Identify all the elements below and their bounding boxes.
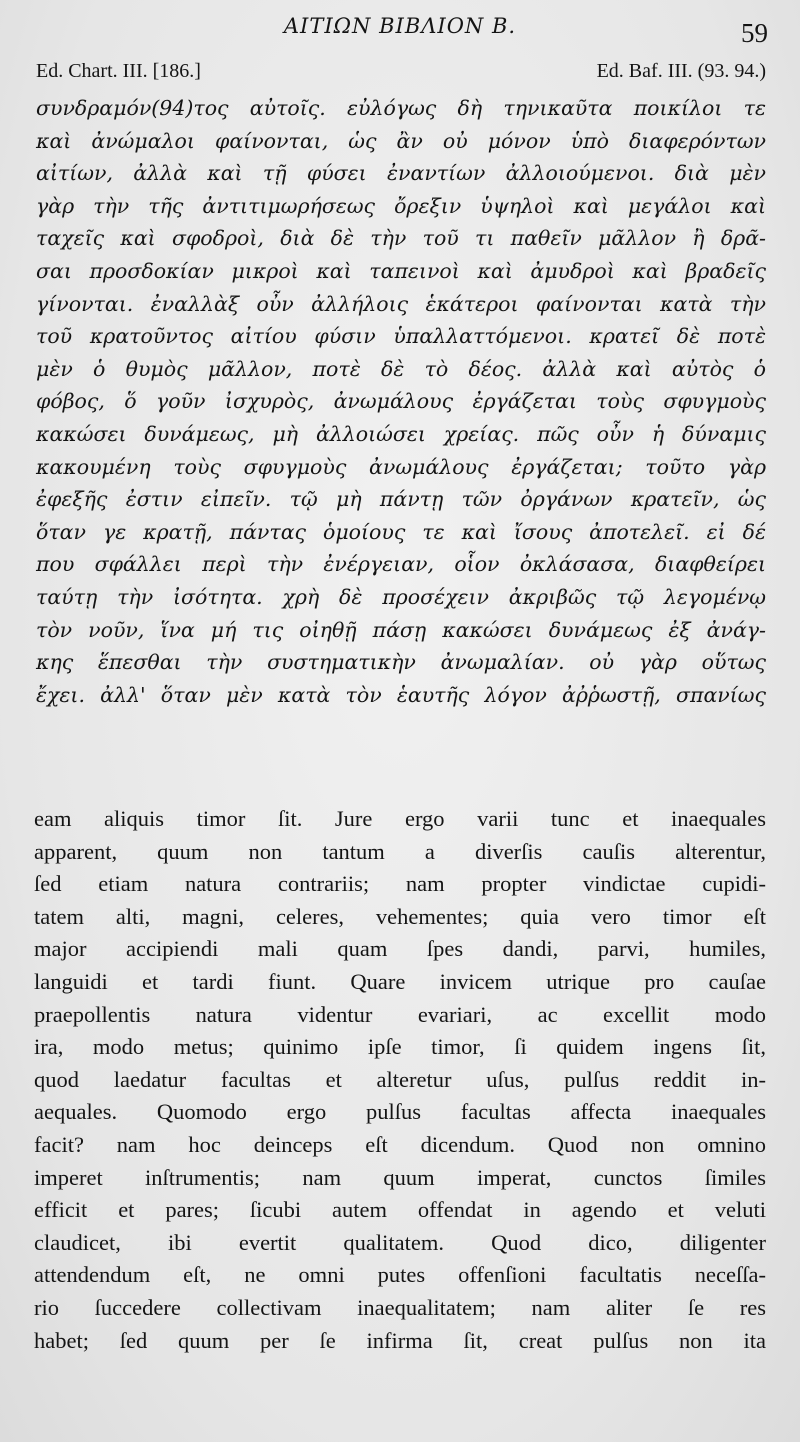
latin-line: ira, modo metus; quinimo ipſe timor, ſi quidem ingens ſit, — [34, 1034, 766, 1060]
latin-line: apparent, quum non tantum a diverſis cauſis alterentur, — [34, 838, 766, 864]
greek-line: κακουμένη τοὺς σφυγμοὺς ἀνωμάλους ἐργάζεται; τοῦτο γὰρ — [36, 454, 766, 479]
latin-line: claudicet, ibi evertit qualitatem. Quod dico, diligenter — [34, 1229, 766, 1255]
greek-line: γίνονται. ἐναλλὰξ οὖν ἀλλήλοις ἑκάτεροι φαίνονται κατὰ τὴν — [36, 291, 766, 316]
greek-line: γὰρ τὴν τῆς ἀντιτιμωρήσεως ὄρεξιν ὑψηλοὶ καὶ μεγάλοι καὶ — [36, 193, 766, 218]
greek-line: ὅταν γε κρατῇ, πάντας ὁμοίους τε καὶ ἴσους ἀποτελεῖ. εἰ δέ — [36, 519, 766, 544]
latin-line: facit? nam hoc deinceps eſt dicendum. Quod non omnino — [34, 1131, 766, 1157]
latin-line: attendendum eſt, ne omni putes offenſioni facultatis neceſſa- — [34, 1262, 766, 1288]
latin-line: rio ſuccedere collectivam inaequalitatem; nam aliter ſe res — [34, 1294, 766, 1320]
latin-line: praepollentis natura videntur evariari, ac excellit modo — [34, 1001, 766, 1027]
greek-line: καὶ ἀνώμαλοι φαίνονται, ὡς ἂν οὐ μόνον ὑπὸ διαφερόντων — [36, 128, 766, 153]
latin-line: aequales. Quomodo ergo pulſus facultas affecta inaequales — [34, 1099, 766, 1125]
latin-line: eam aliquis timor ſit. Jure ergo varii tunc et inaequales — [34, 806, 766, 831]
latin-line: imperet inſtrumentis; nam quum imperat, cunctos ſimiles — [34, 1164, 766, 1190]
edition-reference-chartier: Ed. Chart. III. [186.] — [36, 60, 201, 82]
greek-line: αἰτίων, ἀλλὰ καὶ τῇ φύσει ἐναντίων ἀλλοιούμενοι. διὰ μὲν — [36, 161, 766, 186]
greek-line: φόβος, ὅ γοῦν ἰσχυρὸς, ἀνωμάλους ἐργάζεται τοὺς σφυγμοὺς — [36, 389, 766, 414]
greek-line: τὸν νοῦν, ἵνα μή τις οἰηθῇ πάσῃ κακώσει δυνάμεως ἐξ ἀνάγ- — [36, 617, 766, 642]
greek-text-block — [36, 92, 766, 711]
latin-text-block — [34, 803, 766, 1357]
latin-line: ſed etiam natura contrariis; nam propter vindictae cupidi- — [34, 871, 766, 897]
greek-line: μὲν ὁ θυμὸς μᾶλλον, ποτὲ δὲ τὸ δέος. ἀλλὰ καὶ αὐτὸς ὁ — [36, 356, 766, 381]
greek-line: σαι προσδοκίαν μικροὶ καὶ ταπεινοὶ καὶ ἀμυδροὶ καὶ βραδεῖς — [36, 258, 766, 283]
latin-line: quod laedatur facultas et alteretur uſus, pulſus reddit in- — [34, 1066, 766, 1092]
latin-line: major accipiendi mali quam ſpes dandi, parvi, humiles, — [34, 936, 766, 962]
greek-line: κης ἕπεσθαι τὴν συστηματικὴν ἀνωμαλίαν. οὐ γὰρ οὕτως — [36, 650, 766, 675]
greek-line: ἔχει. ἀλλ' ὅταν μὲν κατὰ τὸν ἑαυτῆς λόγον ἀῤῥωστῇ, σπανίως — [36, 682, 766, 707]
latin-line: languidi et tardi fiunt. Quare invicem utrique pro cauſae — [34, 968, 766, 994]
greek-line: ἐφεξῆς ἐστιν εἰπεῖν. τῷ μὴ πάντῃ τῶν ὀργάνων κρατεῖν, ὡς — [36, 487, 766, 512]
running-title: ΑΙΤΙΩΝ ΒΙΒΛΙΟΝ Β. — [283, 14, 517, 38]
latin-line: efficit et pares; ſicubi autem offendat in agendo et veluti — [34, 1197, 766, 1223]
greek-line: ταύτῃ τὴν ἰσότητα. χρὴ δὲ προσέχειν ἀκριβῶς τῷ λεγομένῳ — [36, 584, 766, 609]
greek-line: συνδραμόν(94)τος αὐτοῖς. εὐλόγως δὴ τηνικαῦτα ποικίλοι τε — [36, 96, 766, 120]
greek-line: που σφάλλει περὶ τὴν ἐνέργειαν, οἷον ὀκλάσασα, διαφθείρει — [36, 552, 766, 577]
greek-line: κακώσει δυνάμεως, μὴ ἀλλοιώσει χρείας. πῶς οὖν ἡ δύναμις — [36, 421, 766, 446]
latin-line: tatem alti, magni, celeres, vehementes; quia vero timor eſt — [34, 903, 766, 929]
latin-line: habet; ſed quum per ſe infirma ſit, creat pulſus non ita — [34, 1327, 766, 1353]
greek-line: ταχεῖς καὶ σφοδροὶ, διὰ δὲ τὴν τοῦ τι παθεῖν μᾶλλον ἢ δρᾶ- — [36, 226, 766, 251]
page-number: 59 — [741, 18, 768, 48]
edition-reference-basel: Ed. Baf. III. (93. 94.) — [596, 60, 766, 82]
greek-line: τοῦ κρατοῦντος αἰτίου φύσιν ὑπαλλαττόμενοι. κρατεῖ δὲ ποτὲ — [36, 324, 766, 349]
